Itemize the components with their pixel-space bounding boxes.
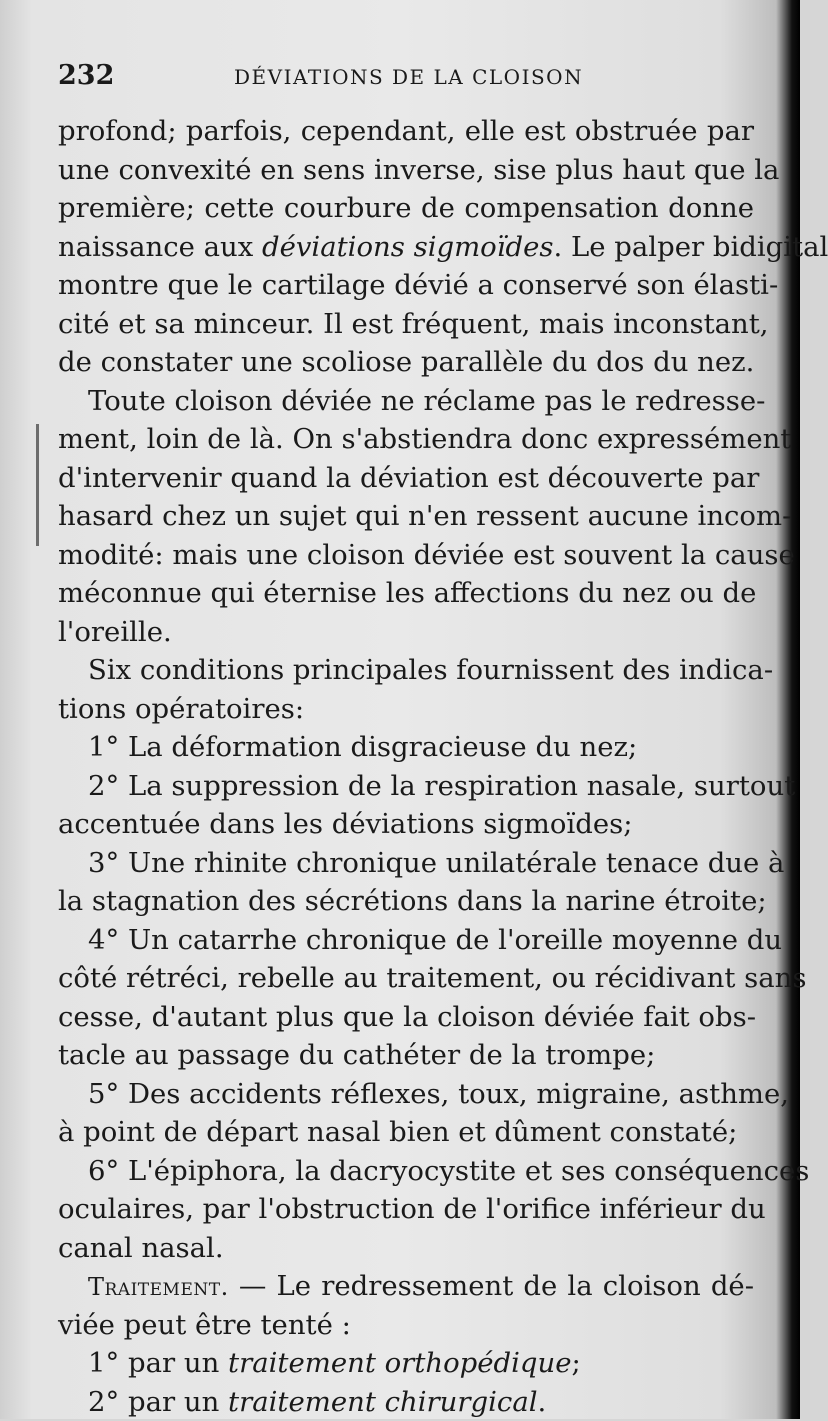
text-line xyxy=(58,690,754,729)
line-text: 1° par un xyxy=(88,1347,228,1379)
line-text: cesse, d'autant plus que la cloison déviée fait obs- xyxy=(58,1001,756,1033)
line-text-after: . xyxy=(538,1386,547,1418)
line-text-after: ; xyxy=(572,1347,581,1379)
text-line xyxy=(58,1190,754,1229)
line-text: 5° Des accidents réflexes, toux, migraine, asthme, xyxy=(88,1078,789,1110)
text-line xyxy=(58,228,754,267)
line-text: Six conditions principales fournissent des indica- xyxy=(88,654,773,686)
line-text: profond; parfois, cependant, elle est obstruée par xyxy=(58,115,754,147)
italic-text: traitement chirurgical xyxy=(228,1386,537,1418)
text-line xyxy=(58,497,754,536)
line-text: tions opératoires: xyxy=(58,693,304,725)
text-line xyxy=(58,1306,754,1345)
line-text-after: . Le palper bidigital xyxy=(554,231,828,263)
text-line xyxy=(58,651,754,690)
line-text: modité: mais une cloison déviée est souvent la cause xyxy=(58,539,795,571)
line-text: naissance aux xyxy=(58,231,262,263)
line-text: à point de départ nasal bien et dûment constaté; xyxy=(58,1116,737,1148)
text-line xyxy=(58,574,754,613)
line-text: montre que le cartilage dévié a conservé son élasti- xyxy=(58,269,778,301)
text-line xyxy=(58,382,754,421)
line-text: 2° par un xyxy=(88,1386,228,1418)
running-title: DÉVIATIONS DE LA CLOISON xyxy=(234,65,583,89)
text-line xyxy=(58,1344,754,1383)
line-text: ment, loin de là. On s'abstiendra donc expressément xyxy=(58,423,791,455)
body-text xyxy=(58,112,754,1421)
line-text: viée peut être tenté : xyxy=(58,1309,351,1341)
italic-text: déviations sigmoïdes xyxy=(262,231,554,263)
line-text: côté rétréci, rebelle au traitement, ou récidivant sans xyxy=(58,962,806,994)
text-line xyxy=(58,844,754,883)
page-header xyxy=(58,60,758,94)
text-line xyxy=(58,343,754,382)
line-text: tacle au passage du cathéter de la trompe; xyxy=(58,1039,655,1071)
line-text: hasard chez un sujet qui n'en ressent aucune incom- xyxy=(58,500,791,532)
margin-mark xyxy=(36,424,39,546)
text-line xyxy=(58,882,754,921)
text-line xyxy=(58,613,754,652)
line-text: première; cette courbure de compensation donne xyxy=(58,192,754,224)
line-text: de constater une scoliose parallèle du dos du nez. xyxy=(58,346,754,378)
text-line xyxy=(58,767,754,806)
line-text: Toute cloison déviée ne réclame pas le redresse- xyxy=(88,385,765,417)
text-line xyxy=(58,1383,754,1421)
line-text: la stagnation des sécrétions dans la narine étroite; xyxy=(58,885,767,917)
line-text: 1° La déformation disgracieuse du nez; xyxy=(88,731,637,763)
line-text: oculaires, par l'obstruction de l'orifice inférieur du xyxy=(58,1193,766,1225)
text-line xyxy=(58,921,754,960)
line-text: 6° L'épiphora, la dacryocystite et ses conséquences xyxy=(88,1155,809,1187)
line-text: d'intervenir quand la déviation est découverte par xyxy=(58,462,759,494)
line-text: accentuée dans les déviations sigmoïdes; xyxy=(58,808,633,840)
line-text: une convexité en sens inverse, sise plus haut que la xyxy=(58,154,779,186)
text-line xyxy=(58,1036,754,1075)
text-line xyxy=(58,536,754,575)
line-text: 2° La suppression de la respiration nasale, surtout xyxy=(88,770,795,802)
text-line xyxy=(58,305,754,344)
line-text: cité et sa minceur. Il est fréquent, mais inconstant, xyxy=(58,308,769,340)
page-number: 232 xyxy=(58,60,114,91)
line-text: 4° Un catarrhe chronique de l'oreille moyenne du xyxy=(88,924,782,956)
text-line xyxy=(58,805,754,844)
text-line xyxy=(58,420,754,459)
text-line xyxy=(58,459,754,498)
text-line xyxy=(58,1075,754,1114)
italic-text: traitement orthopédique xyxy=(228,1347,571,1379)
line-text: canal nasal. xyxy=(58,1232,224,1264)
text-line xyxy=(58,266,754,305)
section-heading: Traitement. xyxy=(88,1273,229,1301)
text-line xyxy=(58,1113,754,1152)
line-text: 3° Une rhinite chronique unilatérale tenace due à xyxy=(88,847,784,879)
text-line xyxy=(58,189,754,228)
text-line xyxy=(58,998,754,1037)
text-line xyxy=(58,959,754,998)
line-text: — Le redressement de la cloison dé- xyxy=(229,1270,754,1302)
line-text: l'oreille. xyxy=(58,616,172,648)
text-line xyxy=(58,112,754,151)
text-line xyxy=(58,1267,754,1306)
line-text: méconnue qui éternise les affections du nez ou de xyxy=(58,577,756,609)
text-line xyxy=(58,728,754,767)
text-line xyxy=(58,1152,754,1191)
text-line xyxy=(58,1229,754,1268)
text-line xyxy=(58,151,754,190)
